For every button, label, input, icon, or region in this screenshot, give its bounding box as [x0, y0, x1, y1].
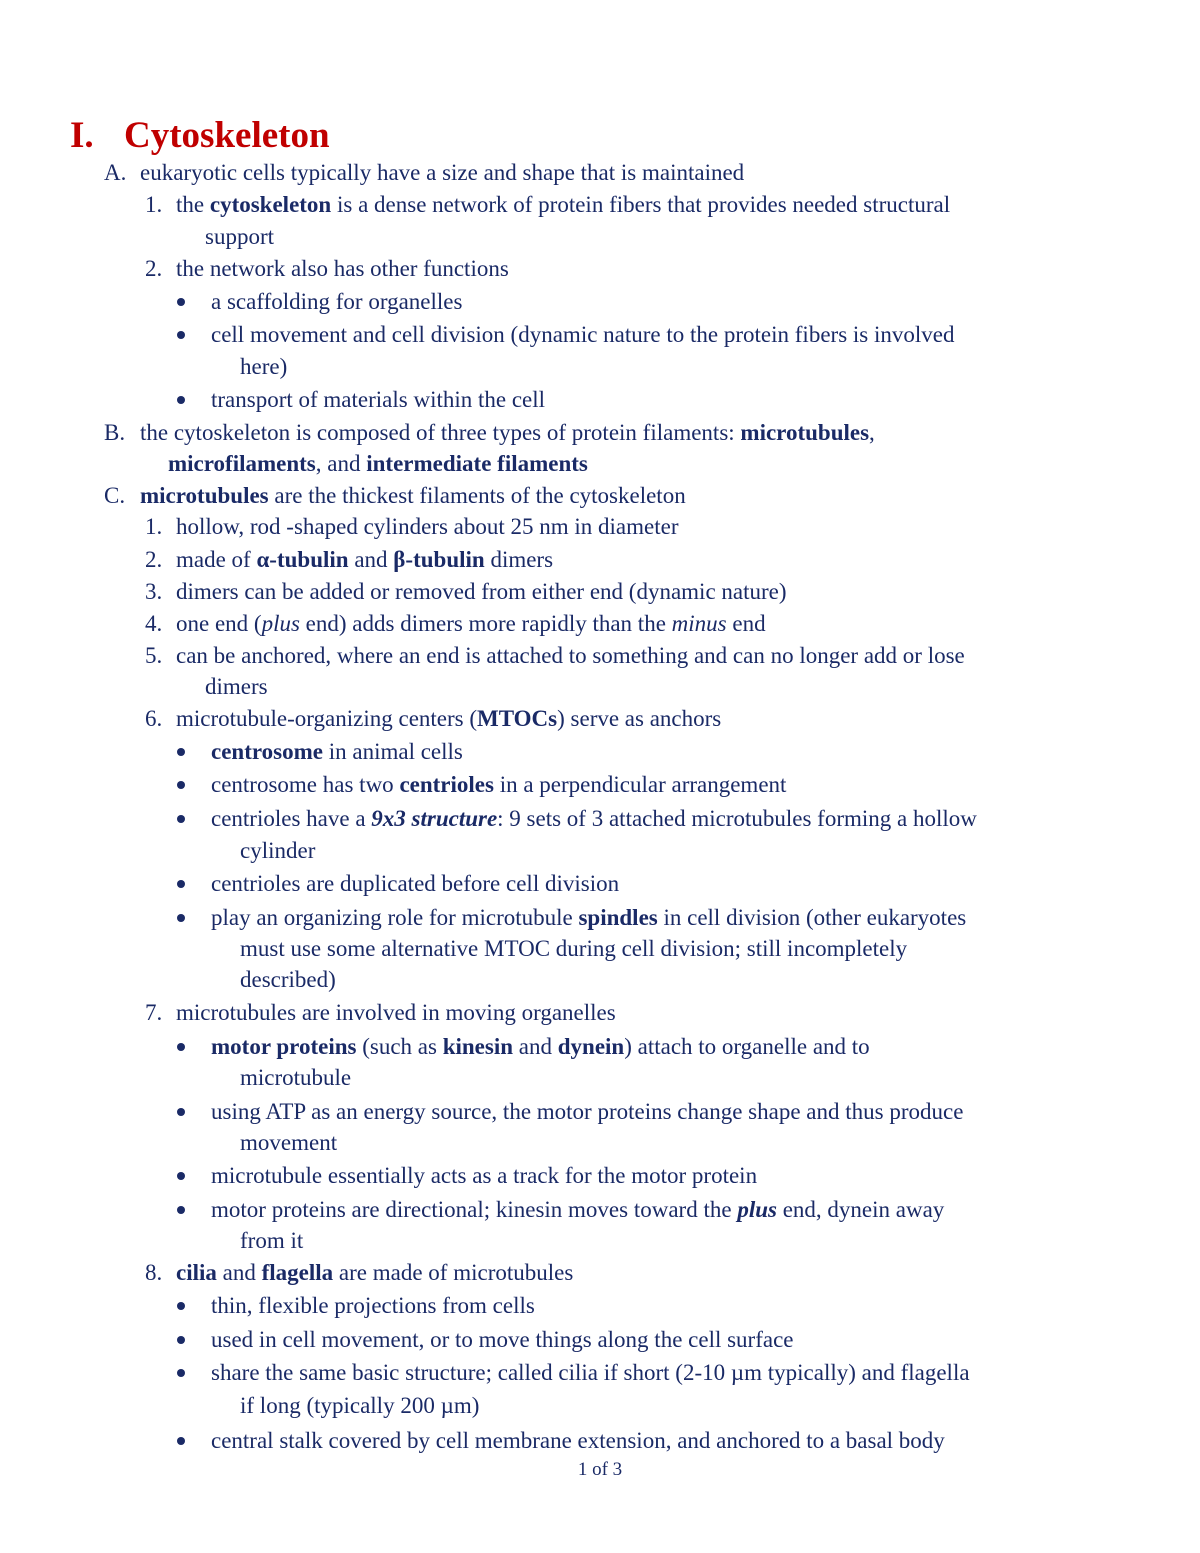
bullet-icon: [177, 1043, 185, 1051]
heading-title: Cytoskeleton: [124, 115, 330, 156]
bullet-icon: [177, 331, 185, 339]
outline-item-B: the cytoskeleton is composed of three types of protein filaments: microtubules,: [140, 420, 875, 445]
bullet-icon: [177, 880, 185, 888]
bullet-item-C7-2-continued: movement: [240, 1130, 338, 1155]
bullet-item-A2-2-continued: here): [240, 354, 288, 379]
outline-item-C3: dimers can be added or removed from either end (dynamic nature): [176, 579, 787, 604]
bullet-icon: [177, 815, 185, 823]
outline-marker-C2: 2.: [145, 547, 163, 572]
outline-marker-A1: 1.: [145, 192, 163, 217]
outline-marker-C5: 5.: [145, 643, 163, 668]
bullet-icon: [177, 781, 185, 789]
section-heading: [70, 108, 330, 164]
outline-marker-C3: 3.: [145, 579, 163, 604]
bullet-item-C7-4-continued: from it: [240, 1228, 304, 1253]
outline-marker-C: C.: [104, 483, 126, 508]
bullet-icon: [177, 1172, 185, 1180]
bullet-item-C7-1-continued: microtubule: [240, 1065, 352, 1090]
outline-item-C5-continued: dimers: [205, 674, 268, 699]
bullet-item-A2-3: transport of materials within the cell: [211, 387, 546, 412]
outline-marker-C1: 1.: [145, 514, 163, 539]
outline-marker-A: A.: [104, 160, 127, 185]
bullet-item-C7-4: motor proteins are directional; kinesin moves toward the plus end, dynein away: [211, 1197, 945, 1222]
bullet-icon: [177, 1206, 185, 1214]
bullet-item-C6-5-continued-1: must use some alternative MTOC during cell division; still incompletely: [240, 936, 908, 961]
outline-marker-A2: 2.: [145, 256, 163, 281]
outline-marker-C7: 7.: [145, 1000, 163, 1025]
bullet-icon: [177, 1302, 185, 1310]
bullet-item-C8-4: central stalk covered by cell membrane extension, and anchored to a basal body: [211, 1428, 945, 1453]
bullet-item-C7-3: microtubule essentially acts as a track for the motor protein: [211, 1163, 758, 1188]
bullet-item-A2-2: cell movement and cell division (dynamic nature to the protein fibers is involved: [211, 322, 955, 347]
bullet-icon: [177, 748, 185, 756]
outline-item-C2: made of α-tubulin and β-tubulin dimers: [176, 547, 554, 572]
outline-marker-B: B.: [104, 420, 126, 445]
bullet-item-A2-1: a scaffolding for organelles: [211, 289, 463, 314]
bullet-item-C6-4: centrioles are duplicated before cell division: [211, 871, 620, 896]
bullet-item-C6-5: play an organizing role for microtubule spindles in cell division (other eukaryotes: [211, 905, 967, 930]
bullet-item-C8-1: thin, flexible projections from cells: [211, 1293, 535, 1318]
bullet-item-C8-3: share the same basic structure; called cilia if short (2-10 µm typically) and flagella: [211, 1360, 970, 1385]
bullet-item-C7-1: motor proteins (such as kinesin and dynein) attach to organelle and to: [211, 1034, 870, 1059]
outline-item-C6: microtubule-organizing centers (MTOCs) serve as anchors: [176, 706, 722, 731]
page-number: 1 of 3: [577, 1459, 623, 1480]
bullet-icon: [177, 914, 185, 922]
outline-item-C1: hollow, rod -shaped cylinders about 25 nm in diameter: [176, 514, 679, 539]
bullet-icon: [177, 1369, 185, 1377]
outline-marker-C4: 4.: [145, 611, 163, 636]
outline-item-A2: the network also has other functions: [176, 256, 509, 281]
outline-item-C5: can be anchored, where an end is attached to something and can no longer add or lose: [176, 643, 965, 668]
outline-item-C8: cilia and flagella are made of microtubules: [176, 1260, 574, 1285]
outline-marker-C6: 6.: [145, 706, 163, 731]
outline-item-B-continued: microfilaments, and intermediate filaments: [168, 451, 588, 476]
bullet-icon: [177, 1437, 185, 1445]
outline-item-C: microtubules are the thickest filaments of the cytoskeleton: [140, 483, 686, 508]
outline-marker-C8: 8.: [145, 1260, 163, 1285]
outline-item-C4: one end (plus end) adds dimers more rapidly than the minus end: [176, 611, 766, 636]
bullet-icon: [177, 298, 185, 306]
outline-item-A1: the cytoskeleton is a dense network of protein fibers that provides needed structural: [176, 192, 951, 217]
bullet-item-C6-3-continued: cylinder: [240, 838, 316, 863]
bullet-item-C6-1: centrosome in animal cells: [211, 739, 463, 764]
outline-item-A1-continued: support: [205, 224, 274, 249]
bullet-item-C6-2: centrosome has two centrioles in a perpendicular arrangement: [211, 772, 787, 797]
bullet-item-C8-3-continued: if long (typically 200 µm): [240, 1393, 480, 1418]
bullet-icon: [177, 396, 185, 404]
bullet-icon: [177, 1108, 185, 1116]
bullet-item-C7-2: using ATP as an energy source, the motor proteins change shape and thus produce: [211, 1099, 964, 1124]
outline-item-C7: microtubules are involved in moving organelles: [176, 1000, 616, 1025]
heading-number: I.: [70, 115, 94, 156]
bullet-item-C6-3: centrioles have a 9x3 structure: 9 sets of 3 attached microtubules forming a hollow: [211, 806, 977, 831]
bullet-item-C6-5-continued-2: described): [240, 967, 336, 992]
outline-item-A: eukaryotic cells typically have a size and shape that is maintained: [140, 160, 745, 185]
bullet-item-C8-2: used in cell movement, or to move things along the cell surface: [211, 1327, 794, 1352]
bullet-icon: [177, 1336, 185, 1344]
